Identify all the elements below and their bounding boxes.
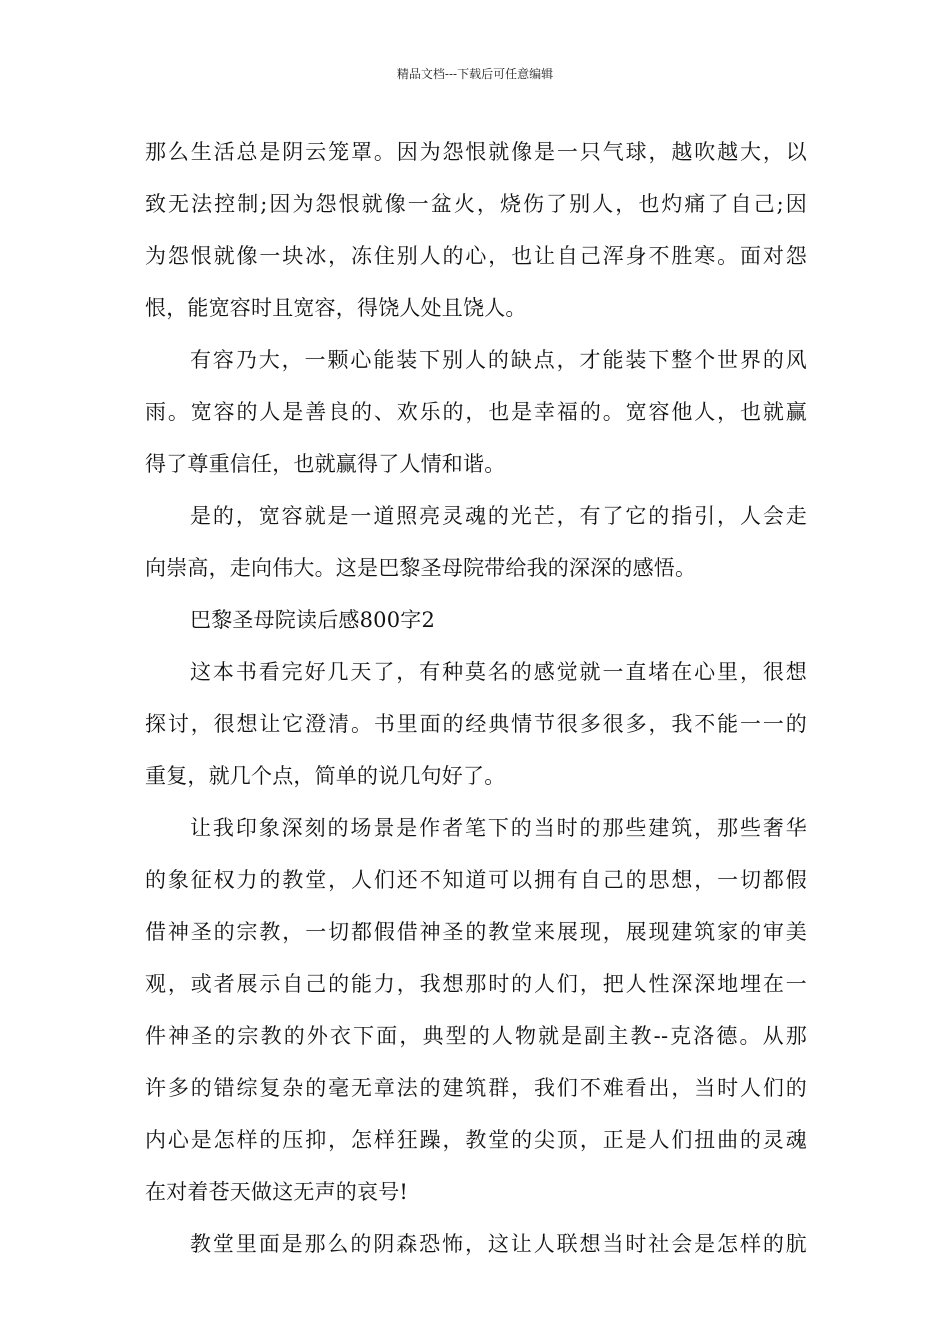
text-line: 致无法控制;因为怨恨就像一盆火，烧伤了别人，也灼痛了自己;因 — [145, 192, 807, 216]
text-line: 的象征权力的教堂，人们还不知道可以拥有自己的思想，一切都假 — [145, 868, 807, 892]
text-line: 雨。宽容的人是善良的、欢乐的，也是幸福的。宽容他人，也就赢 — [145, 400, 807, 424]
text-line: 向崇高，走向伟大。这是巴黎圣母院带给我的深深的感悟。 — [145, 556, 697, 580]
text-line: 件神圣的宗教的外衣下面，典型的人物就是副主教--克洛德。从那 — [145, 1024, 807, 1048]
text-line: 这本书看完好几天了，有种莫名的感觉就一直堵在心里，很想 — [190, 660, 807, 684]
text-line: 那么生活总是阴云笼罩。因为怨恨就像是一只气球，越吹越大，以 — [145, 140, 807, 164]
text-line: 教堂里面是那么的阴森恐怖，这让人联想当时社会是怎样的肮 — [190, 1232, 807, 1256]
text-line: 有容乃大，一颗心能装下别人的缺点，才能装下整个世界的风 — [190, 348, 807, 372]
text-line: 恨，能宽容时且宽容，得饶人处且饶人。 — [145, 296, 527, 320]
text-line: 探讨，很想让它澄清。书里面的经典情节很多很多，我不能一一的 — [145, 712, 807, 736]
text-line: 在对着苍天做这无声的哀号! — [145, 1180, 409, 1204]
page-header: 精品文档---下载后可任意编辑 — [396, 67, 554, 81]
text-line: 是的，宽容就是一道照亮灵魂的光芒，有了它的指引，人会走 — [190, 504, 807, 528]
text-line: 许多的错综复杂的毫无章法的建筑群，我们不难看出，当时人们的 — [145, 1076, 807, 1100]
text-line: 观，或者展示自己的能力，我想那时的人们，把人性深深地埋在一 — [145, 972, 807, 996]
text-line: 重复，就几个点，简单的说几句好了。 — [145, 764, 506, 788]
text-line: 内心是怎样的压抑，怎样狂躁，教堂的尖顶，正是人们扭曲的灵魂 — [145, 1128, 807, 1152]
text-line: 为怨恨就像一块冰，冻住别人的心，也让自己浑身不胜寒。面对怨 — [145, 244, 807, 268]
text-line: 得了尊重信任，也就赢得了人情和谐。 — [145, 452, 506, 476]
text-line: 借神圣的宗教，一切都假借神圣的教堂来展现，展现建筑家的审美 — [145, 920, 807, 944]
text-line: 让我印象深刻的场景是作者笔下的当时的那些建筑，那些奢华 — [190, 816, 807, 840]
text-line: 巴黎圣母院读后感800字2 — [190, 608, 436, 632]
document-body — [145, 134, 807, 1278]
